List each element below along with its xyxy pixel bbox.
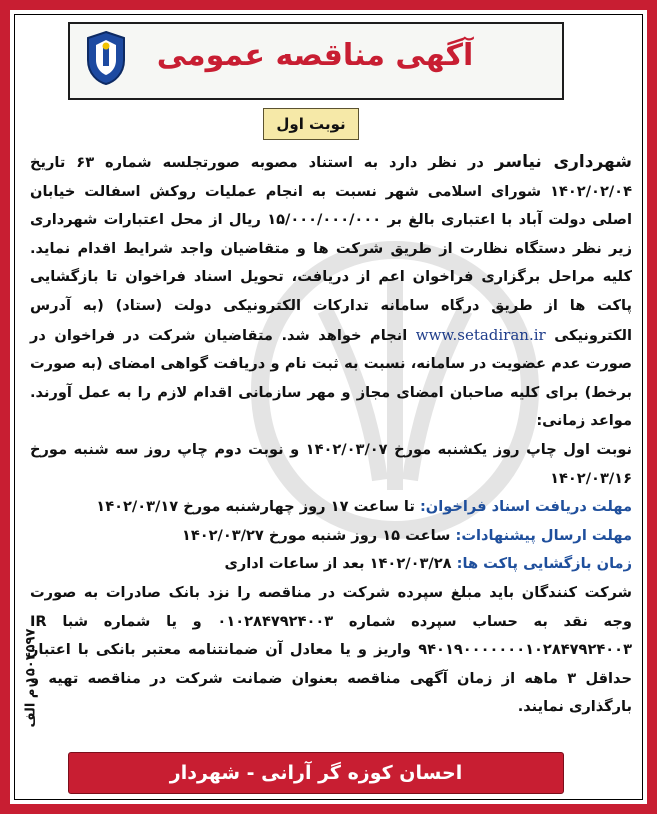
ad-code-text: ۱۵۰۴۵۹۷ م الف bbox=[23, 628, 39, 728]
signature-bar: احسان کوزه گر آرانی - شهردار bbox=[68, 752, 564, 794]
opening-line bbox=[30, 550, 632, 579]
publish-dates: نوبت اول چاپ روز یکشنبه مورخ ۱۴۰۲/۰۳/۰۷ و نوبت دوم چاپ روز سه شنبه مورخ ۱۴۰۲/۰۳/۱۶ bbox=[30, 440, 632, 487]
opening-label: زمان بازگشایی پاکت ها: bbox=[456, 555, 632, 573]
bids-deadline-label: مهلت ارسال پیشنهادات: bbox=[455, 526, 632, 544]
announcement-body bbox=[30, 148, 632, 722]
bids-deadline-line bbox=[30, 522, 632, 551]
bids-deadline-value: ساعت ۱۵ روز شنبه مورخ ۱۴۰۲/۰۳/۲۷ bbox=[181, 526, 456, 544]
docs-deadline-label: مهلت دریافت اسناد فراخوان: bbox=[419, 498, 632, 516]
intro-text: در نظر دارد به استناد مصوبه صورتجلسه شماره ۶۳ تاریخ ۱۴۰۲/۰۲/۰۴ شورای اسلامی شهر نسبت به انجام عملیات روکش اسفالت خیابان اصلی دولت آباد با اعتباری بالغ بر ۱۵/۰۰۰/۰۰۰/۰۰۰ ریال از محل اعتبارات شهرداری زیر نظر دستگاه نظارت از طریق شرکت ها و متقاضیان واجد شرایط اقدام نماید. کلیه مراحل برگزاری فراخوان اعم از دریافت، تحویل اسناد فراخوان تا بازگشایی پاکت ها از طریق درگاه سامانه تدارکات الکترونیکی دولت (ستاد) (به آدرس الکترونیکی bbox=[30, 154, 632, 344]
publication-round-badge: نوبت اول bbox=[263, 108, 359, 140]
docs-deadline-line bbox=[30, 493, 632, 522]
ad-code bbox=[16, 612, 46, 744]
intro-paragraph bbox=[30, 148, 632, 436]
opening-value: ۱۴۰۲/۰۳/۲۸ بعد از ساعات اداری bbox=[224, 555, 457, 573]
deposit-paragraph: شرکت کنندگان باید مبلغ سپرده شرکت در مناقصه را نزد بانک صادرات به صورت وجه نقد به حساب سپرده شماره ۰۱۰۲۸۴۷۹۲۴۰۰۳ و یا شماره شبا IR ۹۴۰۱۹۰۰۰۰۰۰۰۱۰۲۸۴۷۹۲۴۰۰۳ واریز و یا معادل آن ضمانتنامه معتبر بانکی با اعتبار حداقل ۳ ماهه از زمان آگهی مناقصه بعنوان ضمانت شرکت در مناقصه تهیه و بارگذاری نمایند. bbox=[30, 583, 632, 716]
setad-link[interactable]: www.setadiran.ir bbox=[415, 325, 546, 344]
intro-text-tail: انجام خواهد شد. متقاضیان شرکت در فراخوان در صورت عدم عضویت در سامانه، نسبت به ثبت نام و دریافت گواهی امضای (به صورت برخط) برای کلیه صاحبان امضای مجاز و مهر سازمانی اقدام لازم را به عمل آورند. مواعد زمانی: bbox=[30, 326, 632, 430]
docs-deadline-value: تا ساعت ۱۷ روز چهارشنبه مورخ ۱۴۰۲/۰۳/۱۷ bbox=[96, 498, 420, 516]
municipality-emblem-icon bbox=[84, 30, 128, 86]
page-title: آگهی مناقصه عمومی bbox=[156, 38, 474, 73]
municipality-name: شهرداری نیاسر bbox=[494, 152, 632, 172]
